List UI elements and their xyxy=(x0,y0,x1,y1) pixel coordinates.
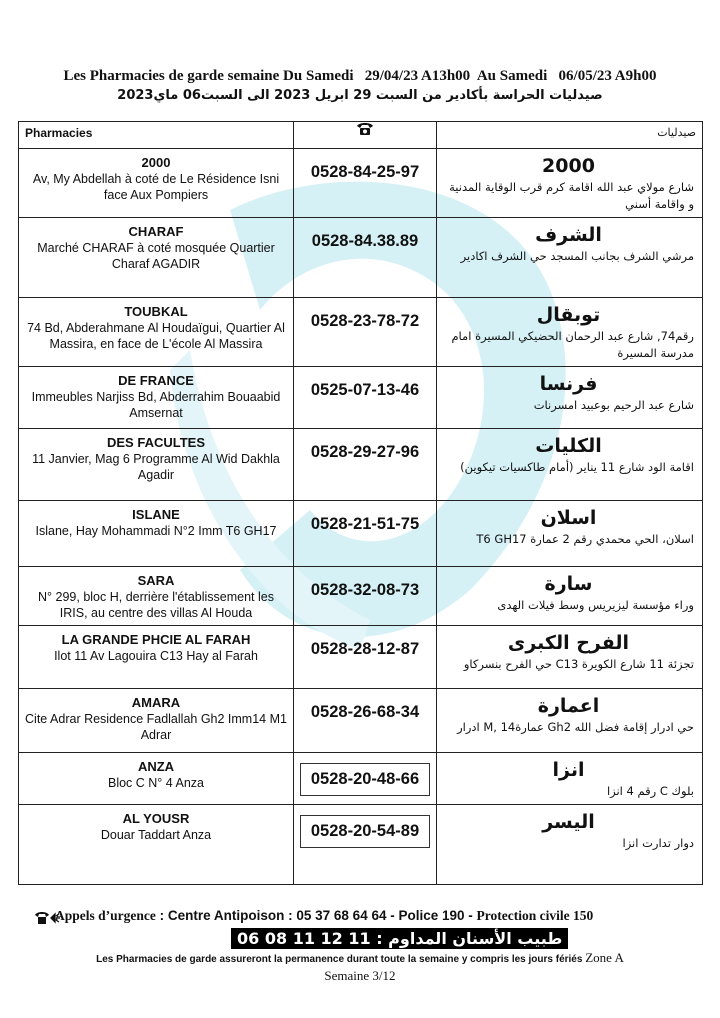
header-title-ar: صيدليات الحراسة بأكادير من السبت 29 ابريل 2023 الى السبت06 ماي2023 xyxy=(117,88,603,103)
telephone-icon xyxy=(294,122,437,149)
pharmacy-name-ar: الكليات xyxy=(535,435,602,457)
pharmacy-name-ar: الفرح الكبرى xyxy=(507,632,630,654)
pharmacy-address: Marché CHARAF à coté mosquée Quartier Charaf AGADIR xyxy=(37,241,275,271)
table-row xyxy=(19,626,703,689)
pharmacy-name: AL YOUSR xyxy=(122,811,190,826)
pharmacy-cell-ar xyxy=(437,689,703,753)
table-row xyxy=(19,805,703,885)
pharmacy-address-ar: مرشي الشرف بجانب المسجد حي الشرف اكادير xyxy=(460,249,694,263)
pharmacy-cell-ar xyxy=(437,429,703,501)
pharmacy-name: DE FRANCE xyxy=(118,373,194,388)
pharmacy-cell xyxy=(19,429,294,501)
pharmacy-phone[interactable]: 0528-20-54-89 xyxy=(300,815,430,848)
pharmacy-address: Ilot 11 Av Lagouira C13 Hay al Farah xyxy=(54,649,258,663)
table-header-row xyxy=(19,122,703,149)
pharmacy-name: CHARAF xyxy=(128,224,184,239)
pharmacy-name-ar: توبقال xyxy=(536,304,601,326)
pharmacy-address-ar: شارع مولاي عبد الله اقامة كرم قرب الوقاية المدنية و واقامة أسني xyxy=(449,180,694,211)
table-row xyxy=(19,149,703,218)
pharmacy-cell-ar xyxy=(437,501,703,567)
table-row xyxy=(19,753,703,805)
pharmacy-address-ar: بلوك C رقم 4 انزا xyxy=(606,784,694,798)
pharmacy-address: Cite Adrar Residence Fadlallah Gh2 Imm14 M1 Adrar xyxy=(25,712,287,742)
pharmacy-address: 74 Bd, Abderahmane Al Houdaïgui, Quartier Al Massira, en face de L'école Al Massira xyxy=(27,321,285,351)
pharmacy-name: LA GRANDE PHCIE AL FARAH xyxy=(61,632,251,647)
pharmacy-phone[interactable]: 0528-20-48-66 xyxy=(300,763,430,796)
pharmacy-cell xyxy=(19,689,294,753)
week-label: Semaine 3/12 xyxy=(324,968,396,983)
pharmacy-name-ar: 2000 xyxy=(542,155,595,177)
pharmacy-name-ar: سارة xyxy=(544,573,593,595)
phone-cell xyxy=(294,501,437,567)
phone-cell xyxy=(294,218,437,298)
header-title-fr: Les Pharmacies de garde semaine Du Samedi 29/04/23 A13h00 Au Samedi 06/05/23 A9h00 xyxy=(63,68,657,84)
pharmacy-cell-ar xyxy=(437,367,703,429)
col-header-arabic: صيدليات xyxy=(437,122,703,149)
pharmacy-phone[interactable]: 0528-21-51-75 xyxy=(310,515,420,533)
pharmacy-name: ANZA xyxy=(137,759,175,774)
pharmacy-address-ar: دوار تدارت انزا xyxy=(622,836,694,850)
pharmacy-address: Immeubles Narjiss Bd, Abderrahim Bouaabid Amsernat xyxy=(31,390,281,420)
pharmacy-name-ar: اليسر xyxy=(542,811,595,833)
phone-cell xyxy=(294,626,437,689)
permanence-text: Les Pharmacies de garde assureront la permanence durant toute la semaine y compris les jours fériés xyxy=(96,954,583,965)
pharmacy-cell xyxy=(19,753,294,805)
pharmacy-address: N° 299, bloc H, derrière l'établissement les IRIS, au centre des villas Al Houda xyxy=(38,590,274,620)
pharmacy-cell-ar xyxy=(437,149,703,218)
pharmacy-cell xyxy=(19,367,294,429)
pharmacy-phone[interactable]: 0528-84.38.89 xyxy=(311,232,419,250)
zone-label: Zone A xyxy=(585,950,624,965)
pharmacy-phone[interactable]: 0525-07-13-46 xyxy=(310,381,420,399)
pharmacy-name-ar: اعمارة xyxy=(537,695,600,717)
pharmacy-cell xyxy=(19,218,294,298)
phone-cell xyxy=(294,149,437,218)
table-row xyxy=(19,298,703,367)
pharmacy-cell-ar xyxy=(437,626,703,689)
pharmacy-phone[interactable]: 0528-32-08-73 xyxy=(310,581,420,599)
pharmacy-phone[interactable]: 0528-26-68-34 xyxy=(310,703,420,721)
phone-cell xyxy=(294,805,437,885)
pharmacy-address-ar: اقامة الود شارع 11 يناير (أمام طاكسيات تيكوين) xyxy=(460,460,694,474)
emergency-line xyxy=(55,908,593,924)
pharmacy-name: 2000 xyxy=(141,155,171,170)
table-row xyxy=(19,689,703,753)
pharmacy-address: Douar Taddart Anza xyxy=(100,828,212,842)
pharmacy-name: SARA xyxy=(137,573,175,588)
pharmacy-phone[interactable]: 0528-23-78-72 xyxy=(310,312,420,330)
pharmacy-address: 11 Janvier, Mag 6 Programme Al Wid Dakhla Agadir xyxy=(32,452,280,482)
pharmacy-cell-ar xyxy=(437,805,703,885)
pharmacy-name-ar: فرنسا xyxy=(539,373,598,395)
emergency-numbers: : Centre Antipoison : 05 37 68 64 64 - Police 190 - xyxy=(159,908,477,923)
phone-cell xyxy=(294,429,437,501)
pharmacy-address: Bloc C N° 4 Anza xyxy=(107,776,204,790)
pharmacy-cell-ar xyxy=(437,298,703,367)
pharmacy-name-ar: انزا xyxy=(552,759,585,781)
pharmacy-cell xyxy=(19,501,294,567)
pharmacy-address-ar: وراء مؤسسة ليزيريس وسط فيلات الهدى xyxy=(497,598,694,612)
pharmacy-name: DES FACULTES xyxy=(107,435,205,450)
pharmacy-cell xyxy=(19,805,294,885)
pharmacy-address-ar: اسلان، الحي محمدي رقم 2 عمارة T6 GH17 xyxy=(476,532,694,546)
phone-cell xyxy=(294,567,437,626)
table-row xyxy=(19,501,703,567)
pharmacy-cell xyxy=(19,298,294,367)
phone-cell xyxy=(294,753,437,805)
dentist-on-call: طبيب الأسنان المداوم : 11 12 11 08 06 xyxy=(231,928,568,949)
pharmacy-address: Av, My Abdellah à coté de Le Résidence Isni face Aux Pompiers xyxy=(32,172,280,202)
table-row xyxy=(19,218,703,298)
col-header-pharmacies: Pharmacies xyxy=(19,122,294,149)
pharmacies-table xyxy=(18,121,703,885)
permanence-note xyxy=(0,950,720,966)
civil-protection: Protection civile 150 xyxy=(476,908,594,923)
pharmacy-name-ar: الشرف xyxy=(535,224,602,246)
pharmacy-cell xyxy=(19,149,294,218)
pharmacy-phone[interactable]: 0528-29-27-96 xyxy=(310,443,420,461)
pharmacy-name-ar: اسلان xyxy=(540,507,597,529)
pharmacy-cell-ar xyxy=(437,753,703,805)
table-row xyxy=(19,429,703,501)
pharmacy-phone[interactable]: 0528-84-25-97 xyxy=(310,163,420,181)
pharmacy-phone[interactable]: 0528-28-12-87 xyxy=(310,640,420,658)
pharmacy-name: ISLANE xyxy=(132,507,180,522)
phone-cell xyxy=(294,689,437,753)
phone-cell xyxy=(294,298,437,367)
pharmacy-cell xyxy=(19,567,294,626)
pharmacy-address-ar: حي ادرار إقامة فضل الله Gh2 عمارة14 ,M ادرار xyxy=(457,720,694,734)
phone-cell xyxy=(294,367,437,429)
pharmacy-address-ar: شارع عبد الرحيم بوعبيد امسرنات xyxy=(533,398,694,412)
pharmacy-name: AMARA xyxy=(131,695,181,710)
pharmacy-cell-ar xyxy=(437,218,703,298)
pharmacy-address-ar: رقم74, شارع عبد الرحمان الحضيكي المسيرة امام مدرسة المسيرة xyxy=(451,329,694,360)
table-row xyxy=(19,567,703,626)
pharmacy-cell-ar xyxy=(437,567,703,626)
pharmacy-address: Islane, Hay Mohammadi N°2 Imm T6 GH17 xyxy=(35,524,277,538)
table-row xyxy=(19,367,703,429)
emergency-label: Appels d’urgence xyxy=(55,908,156,923)
pharmacy-cell xyxy=(19,626,294,689)
pharmacy-name: TOUBKAL xyxy=(124,304,188,319)
pharmacy-address-ar: تجزئة 11 شارع الكويرة C13 حي الفرح بنسركاو xyxy=(463,657,694,671)
